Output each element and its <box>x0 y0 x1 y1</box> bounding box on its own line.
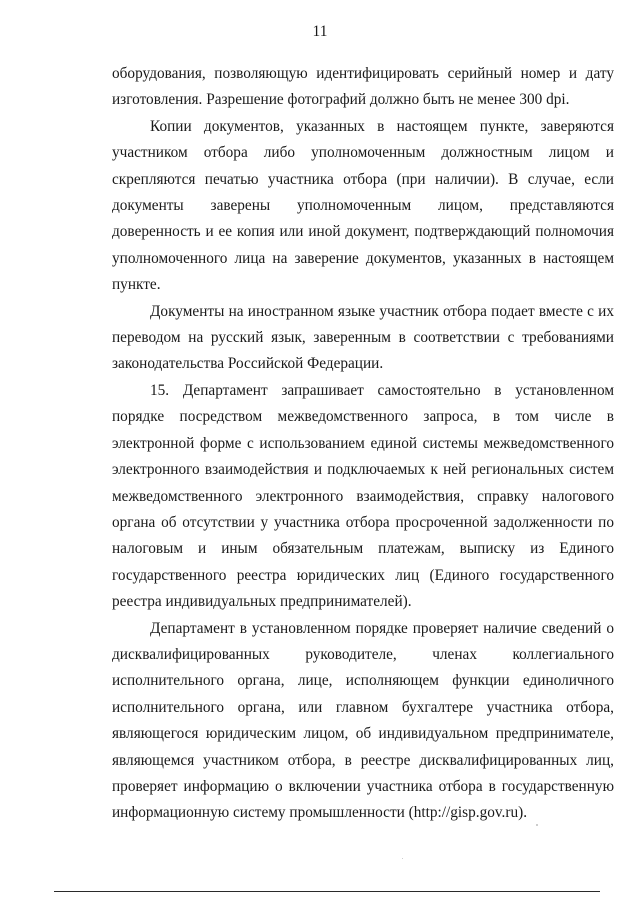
paragraph-continuation: оборудования, позволяющую идентифицировать серийный номер и дату изготовления. Разрешение фотографий должно быть не менее 300 dpi. <box>112 65 614 109</box>
paragraph-document-certification: Копии документов, указанных в настоящем пункте, заверяются участником отбора либо уполномоченным должностным лицом и скрепляются печатью участника отбора (при наличии). В случае, если документы заверены уполномоченным лицом, представляются доверенность и ее копия или иной документ, подтверждающий полномочия уполномоченного лица на заверение документов, указанных в настоящем пункте. <box>112 117 614 294</box>
document-body <box>112 61 614 827</box>
page-number: 11 <box>312 23 328 40</box>
scan-speck <box>536 824 538 826</box>
scan-speck <box>402 858 403 859</box>
paragraph-disqualification-check: Департамент в установленном порядке проверяет наличие сведений о дисквалифицированных руководителе, членах коллегиального исполнительного органа, лице, исполняющем функции единоличного исполнительного органа, или главном бухгалтере участника отбора, являющегося юридическим лицом, об индивидуальном предпринимателе, являющемся участником отбора, в реестре дисквалифицированных лиц, проверяет информацию о включении участника отбора в государственную информационную систему промышленности (http://gisp.gov.ru). <box>112 619 614 822</box>
paragraph-foreign-language-documents: Документы на иностранном языке участник отбора подает вместе с их переводом на русский язык, заверенным в соответствии с требованиями законодательства Российской Федерации. <box>112 302 614 373</box>
paragraph-item-15-interagency-request: 15. Департамент запрашивает самостоятельно в установленном порядке посредством межведомственного запроса, в том числе в электронной форме с использованием единой системы межведомственного электронного взаимодействия и подключаемых к ней региональных систем межведомственного электронного взаимодействия, справку налогового органа об отсутствии у участника отбора просроченной задолженности по налоговым и иным обязательным платежам, выписку из Единого государственного реестра юридических лиц (Единого государственного реестра индивидуальных предпринимателей). <box>112 381 614 611</box>
bottom-rule <box>54 891 600 892</box>
